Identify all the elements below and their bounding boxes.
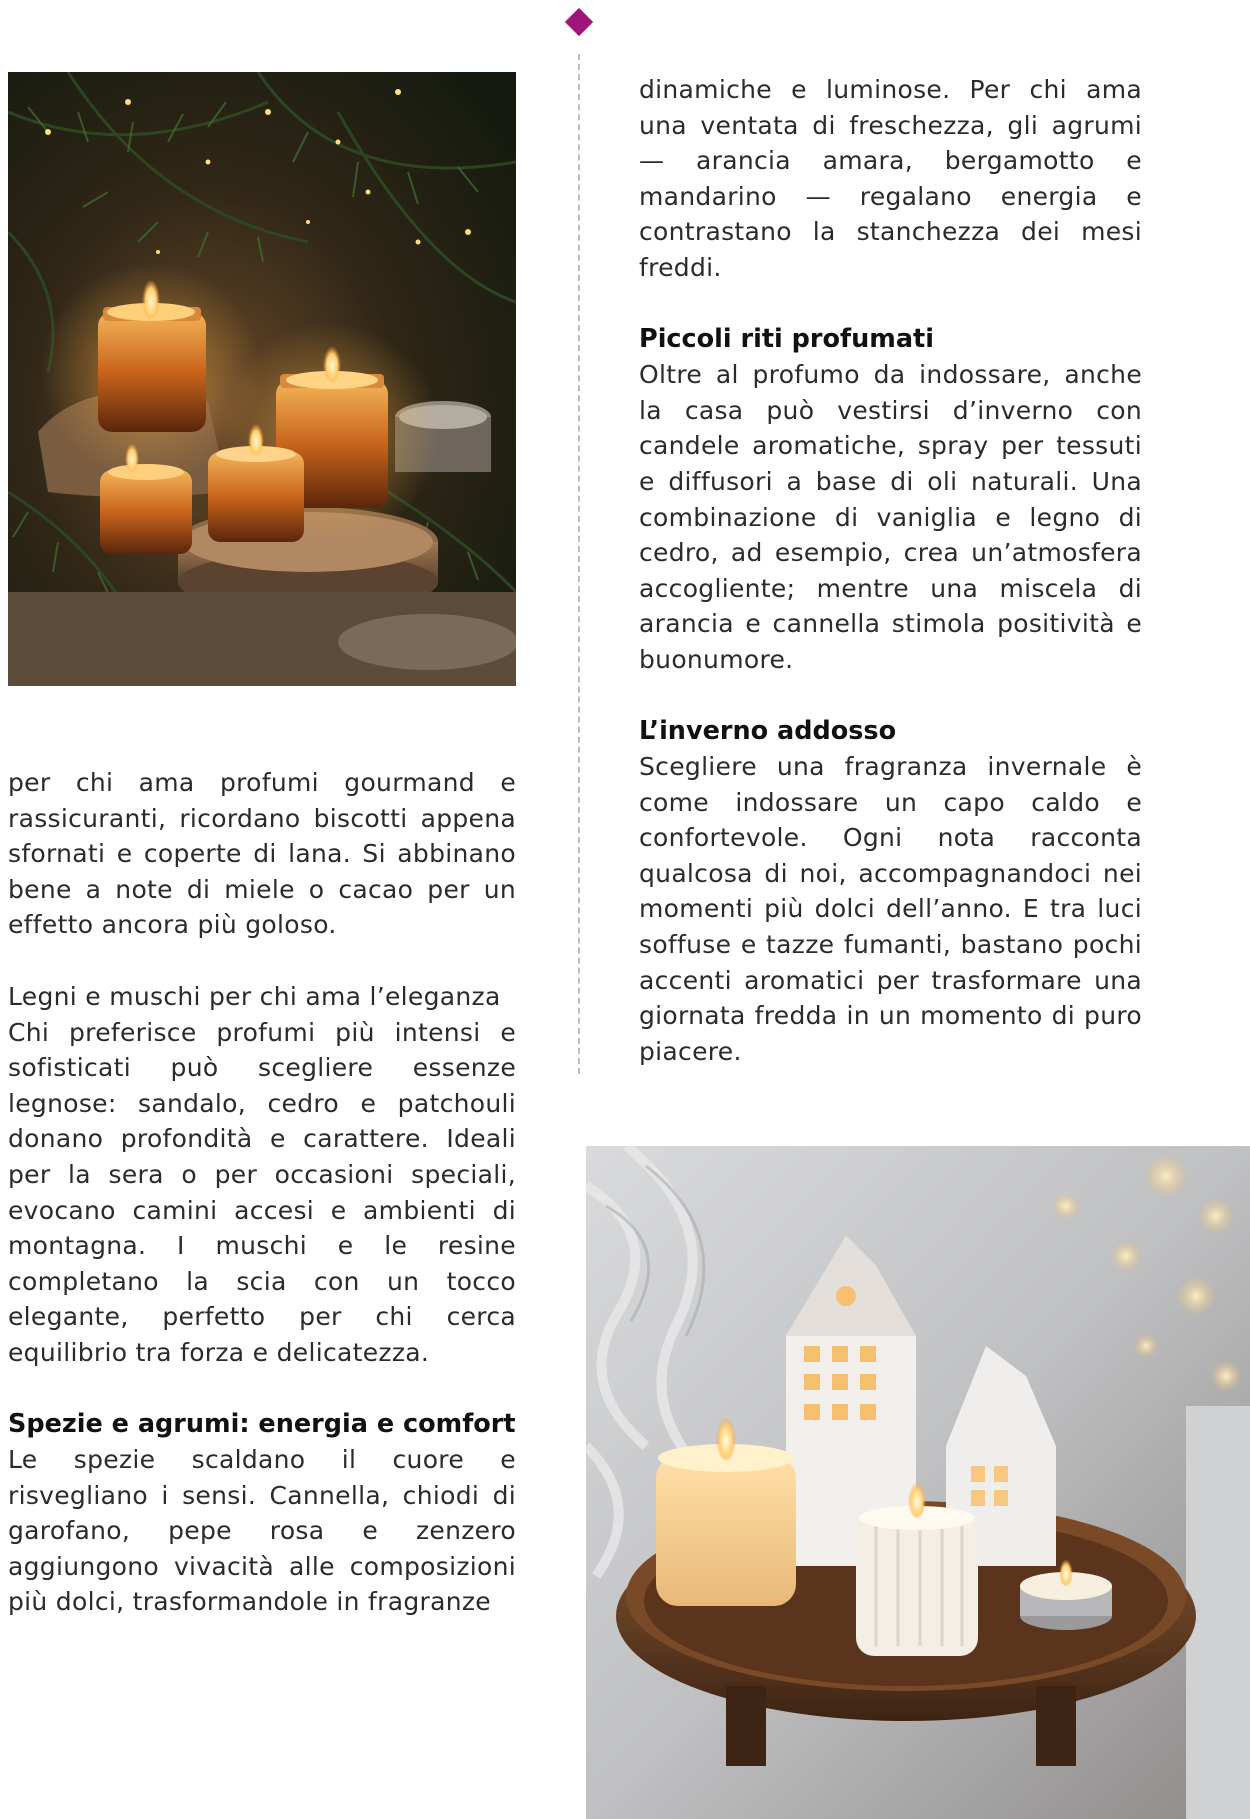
woods-paragraph: Chi preferisce profumi più intensi e sofisticati può scegliere essenze legnose: sandalo, cedro e patchouli donano profondità e carattere. Ideali per la sera o per occasioni speciali, evocano camini accesi e ambienti di montagna. I muschi e le resine completano la scia con un tocco elegante, perfetto per chi cerca equilibrio tra forza e delicatezza. xyxy=(8,1017,516,1367)
ceramic-houses-candles-photo xyxy=(586,1146,1250,1819)
column-divider xyxy=(578,54,580,1074)
intro-paragraph: dinamiche e luminose. Per chi ama una ventata di freschezza, gli agrumi — arancia amara, bergamotto e mandarino — regalano energia e contrastano la stanchezza dei mesi freddi. xyxy=(639,75,1142,282)
right-column-text xyxy=(639,72,1142,1069)
section-title-spezie-agrumi: Spezie e agrumi: energia e comfort xyxy=(8,1408,516,1439)
left-column-text xyxy=(8,765,516,1620)
gourmand-paragraph: per chi ama profumi gourmand e rassicuranti, ricordano biscotti appena sfornati e coperte di lana. Si abbinano bene a note di miele o cacao per un effetto ancora più goloso. xyxy=(8,768,516,940)
section-text-inverno-addosso: Scegliere una fragranza invernale è come indossare un capo caldo e confortevole. Ogni nota racconta qualcosa di noi, accompagnandoci nei momenti più dolci dell’anno. E tra luci soffuse e tazze fumanti, bastano pochi accenti aromatici per trasformare una giornata fredda in un momento di puro piacere. xyxy=(639,752,1142,1066)
section-title-piccoli-riti: Piccoli riti profumati xyxy=(639,323,934,354)
section-title-inverno-addosso: L’inverno addosso xyxy=(639,715,897,746)
section-text-piccoli-riti: Oltre al profumo da indossare, anche la casa può vestirsi d’inverno con candele aromatiche, spray per tessuti e diffusori a base di oli naturali. Una combinazione di vaniglia e legno di cedro, ad esempio, crea un’atmosfera accogliente; mentre una miscela di arancia e cannella stimola positività e buonumore. xyxy=(639,360,1142,674)
woods-heading: Legni e muschi per chi ama l’eleganza xyxy=(8,981,501,1011)
section-text-spezie-agrumi: Le spezie scaldano il cuore e risvegliano i sensi. Cannella, chiodi di garofano, pepe rosa e zenzero aggiungono vivacità alle composizioni più dolci, trasformandole in fragranze xyxy=(8,1445,516,1617)
accent-diamond xyxy=(565,8,593,36)
candles-pine-photo xyxy=(8,72,516,686)
